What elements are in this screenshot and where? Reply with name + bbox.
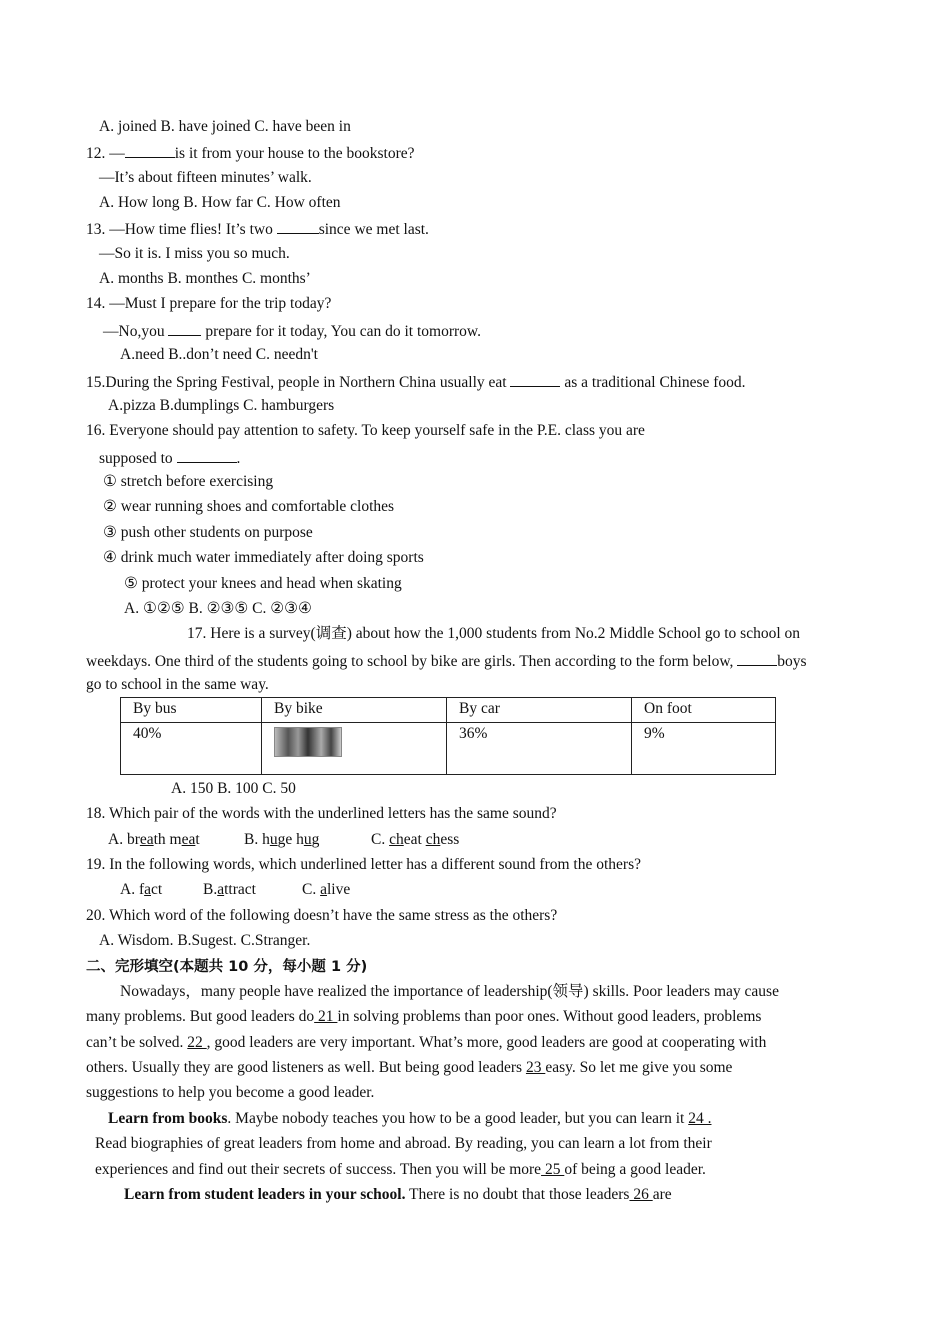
- q19-option-a: [120, 880, 162, 900]
- answer-blank: [737, 650, 777, 666]
- text: can’t be solved.: [86, 1034, 188, 1051]
- passage-line: Read biographies of great leaders from home and abroad. By reading, you can learn a lot from their: [95, 1135, 712, 1152]
- blank-24: 24 .: [688, 1110, 712, 1127]
- q16-text-pre: supposed to: [99, 450, 177, 467]
- underlined-letters: ea: [181, 831, 196, 848]
- header-by-car: By car: [447, 698, 632, 723]
- text: ttract: [224, 881, 256, 898]
- underlined-letters: ch: [425, 831, 441, 848]
- q13-text-post: since we met last.: [318, 221, 429, 238]
- cell-by-bus: 40%: [121, 723, 262, 775]
- q16-item-4: ④ drink much water immediately after doing sports: [103, 549, 424, 566]
- text: C.: [371, 831, 390, 848]
- blank-21: 21: [314, 1008, 338, 1025]
- q14-answer: [103, 320, 481, 342]
- text: g: [311, 831, 320, 848]
- underlined-letter: a: [217, 881, 225, 898]
- text: ct: [151, 881, 163, 898]
- text: t: [195, 831, 200, 848]
- q14-answer-pre: —No,you: [103, 323, 169, 340]
- q19-option-c: [302, 880, 350, 900]
- q18-option-a: [108, 830, 200, 850]
- answer-blank: [168, 320, 201, 336]
- question-13: [86, 218, 429, 240]
- q16-item-2: ② wear running shoes and comfortable clothes: [103, 498, 395, 515]
- text: live: [326, 881, 351, 898]
- smudged-image-icon: [274, 727, 342, 757]
- q14-options: A.need B..don’t need C. needn't: [120, 346, 318, 363]
- question-16-cont: [99, 447, 240, 469]
- blank-22: 22: [187, 1034, 207, 1051]
- q13-text-pre: 13. —How time flies! It’s two: [86, 221, 277, 238]
- q16-item-3: ③ push other students on purpose: [103, 524, 313, 541]
- passage-line: [108, 1109, 711, 1129]
- blank-25: 25: [541, 1161, 565, 1178]
- survey-table: [120, 697, 776, 775]
- q12-text-post: is it from your house to the bookstore?: [174, 145, 415, 162]
- question-19: 19. In the following words, which underlined letter has a different sound from the others?: [86, 856, 641, 873]
- question-17-cont2: go to school in the same way.: [86, 676, 269, 693]
- q13-answer: —So it is. I miss you so much.: [99, 245, 290, 262]
- q17-text-pre: weekdays. One third of the students going to school by bike are girls. Then according to the form below,: [86, 653, 738, 670]
- text: in solving problems than poor ones. Without good leaders, problems: [337, 1008, 762, 1025]
- text: of being a good leader.: [564, 1161, 706, 1178]
- question-17-cont: [86, 650, 807, 672]
- answer-blank: [177, 447, 237, 463]
- q18-option-c: [371, 830, 459, 850]
- q12-options: A. How long B. How far C. How often: [99, 194, 341, 211]
- cell-by-car: 36%: [447, 723, 632, 775]
- table-row: [121, 723, 776, 775]
- passage-line: [86, 1033, 766, 1053]
- underlined-letter: a: [144, 881, 151, 898]
- answer-blank: [125, 142, 175, 158]
- cell-by-bike: [262, 723, 447, 775]
- text: There is no doubt that those leaders: [405, 1186, 630, 1203]
- header-by-bus: By bus: [121, 698, 262, 723]
- passage-line: [124, 1185, 672, 1205]
- text: easy. So let me give you some: [545, 1059, 733, 1076]
- text: B.: [203, 881, 218, 898]
- q16-text-post: .: [236, 450, 241, 467]
- text: ge h: [277, 831, 304, 848]
- question-16: 16. Everyone should pay attention to safety. To keep yourself safe in the P.E. class you are: [86, 422, 645, 439]
- text: B. h: [244, 831, 270, 848]
- blank-26: 26: [629, 1186, 653, 1203]
- q15-options: A.pizza B.dumplings C. hamburgers: [108, 397, 335, 414]
- header-by-bike: By bike: [262, 698, 447, 723]
- q17-options: A. 150 B. 100 C. 50: [171, 780, 296, 797]
- q19-option-b: [203, 880, 256, 900]
- question-12: [86, 142, 415, 164]
- q13-options: A. months B. monthes C. months’: [99, 270, 311, 287]
- underlined-letters: ea: [139, 831, 154, 848]
- q20-options: A. Wisdom. B.Sugest. C.Stranger.: [99, 932, 311, 949]
- question-17: 17. Here is a survey(调查) about how the 1,000 students from No.2 Middle School go to school on: [187, 625, 801, 642]
- text: th m: [153, 831, 182, 848]
- passage-line: Nowadays，many people have realized the importance of leadership(领导) skills. Poor leaders may cause: [120, 983, 779, 1000]
- text: , good leaders are very important. What’s more, good leaders are good at cooperating with: [206, 1034, 767, 1051]
- q15-text-post: as a traditional Chinese food.: [560, 374, 746, 391]
- passage-line: [86, 1007, 761, 1027]
- q16-item-5: ⑤ protect your knees and head when skating: [124, 575, 402, 592]
- underlined-letters: u: [303, 831, 312, 848]
- text: others. Usually they are good listeners as well. But being good leaders: [86, 1059, 526, 1076]
- question-20: 20. Which word of the following doesn’t have the same stress as the others?: [86, 907, 558, 924]
- section-heading: 二、完形填空(本题共 10 分，每小题 1 分): [86, 959, 368, 975]
- underlined-letters: u: [269, 831, 278, 848]
- text: Learn from books: [108, 1110, 228, 1127]
- text: C.: [302, 881, 321, 898]
- cell-on-foot: 9%: [632, 723, 776, 775]
- text: A. br: [108, 831, 140, 848]
- q17-text-post: boys: [777, 653, 807, 670]
- underlined-letters: ch: [389, 831, 404, 848]
- blank-23: 23: [525, 1059, 546, 1076]
- q11-options: A. joined B. have joined C. have been in: [99, 118, 351, 135]
- text: eat: [403, 831, 426, 848]
- text: many problems. But good leaders do: [86, 1008, 315, 1025]
- question-18: 18. Which pair of the words with the underlined letters has the same sound?: [86, 805, 557, 822]
- text: ess: [440, 831, 460, 848]
- q16-item-1: ① stretch before exercising: [103, 473, 274, 490]
- underlined-letter: a: [320, 881, 327, 898]
- table-header-row: [121, 698, 776, 723]
- q14-answer-post: prepare for it today, You can do it tomorrow.: [201, 323, 481, 340]
- passage-line: [95, 1160, 706, 1180]
- answer-blank: [277, 218, 319, 234]
- passage-line: suggestions to help you become a good leader.: [86, 1084, 375, 1101]
- text: are: [652, 1186, 672, 1203]
- text: A. f: [120, 881, 145, 898]
- header-on-foot: On foot: [632, 698, 776, 723]
- q15-text-pre: 15.During the Spring Festival, people in Northern China usually eat: [86, 374, 511, 391]
- text: experiences and find out their secrets of success. Then you will be more: [95, 1161, 542, 1178]
- q18-option-b: [244, 830, 319, 850]
- question-14: 14. —Must I prepare for the trip today?: [86, 295, 332, 312]
- text: . Maybe nobody teaches you how to be a good leader, but you can learn it: [227, 1110, 689, 1127]
- q12-text-pre: 12. —: [86, 145, 125, 162]
- passage-line: [86, 1058, 732, 1078]
- q12-answer: —It’s about fifteen minutes’ walk.: [99, 169, 312, 186]
- text: Learn from student leaders in your school.: [124, 1186, 406, 1203]
- question-15: [86, 371, 746, 393]
- answer-blank: [510, 371, 560, 387]
- q16-options: A. ①②⑤ B. ②③⑤ C. ②③④: [124, 600, 312, 617]
